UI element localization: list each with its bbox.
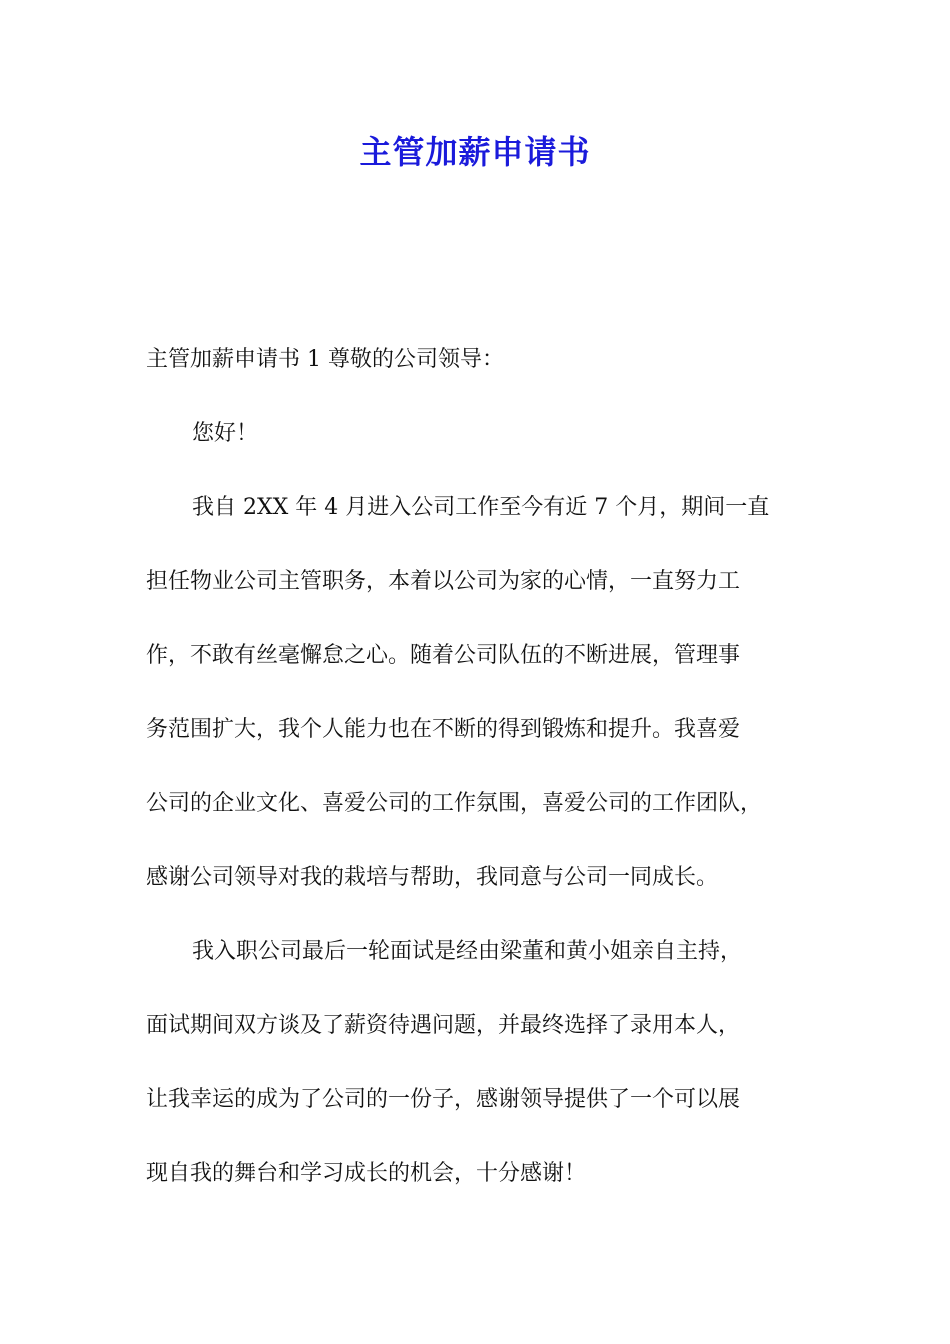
paragraph-1-line-1: 我自 2XX 年 4 月进入公司工作至今有近 7 个月，期间一直	[192, 495, 770, 520]
paragraph-1-line-6: 感谢公司领导对我的栽培与帮助，我同意与公司一同成长。	[146, 865, 719, 890]
greeting-line: 您好！	[192, 421, 259, 446]
paragraph-1-line-2: 担任物业公司主管职务，本着以公司为家的心情，一直努力工	[146, 569, 741, 594]
salutation-line: 主管加薪申请书 1 尊敬的公司领导：	[146, 347, 504, 372]
document-title: 主管加薪申请书	[359, 133, 591, 171]
paragraph-2-line-2: 面试期间双方谈及了薪资待遇问题，并最终选择了录用本人，	[146, 1013, 741, 1038]
document-body	[146, 340, 826, 1228]
paragraph-1-line-4: 务范围扩大，我个人能力也在不断的得到锻炼和提升。我喜爱	[146, 717, 741, 742]
paragraph-2-line-4: 现自我的舞台和学习成长的机会，十分感谢！	[146, 1161, 587, 1186]
paragraph-2-line-1: 我入职公司最后一轮面试是经由梁董和黄小姐亲自主持，	[192, 939, 743, 964]
paragraph-1-line-3: 作，不敢有丝毫懈怠之心。随着公司队伍的不断进展，管理事	[146, 643, 741, 668]
paragraph-2-line-3: 让我幸运的成为了公司的一份子，感谢领导提供了一个可以展	[146, 1087, 741, 1112]
paragraph-1-line-5: 公司的企业文化、喜爱公司的工作氛围，喜爱公司的工作团队，	[146, 791, 763, 816]
